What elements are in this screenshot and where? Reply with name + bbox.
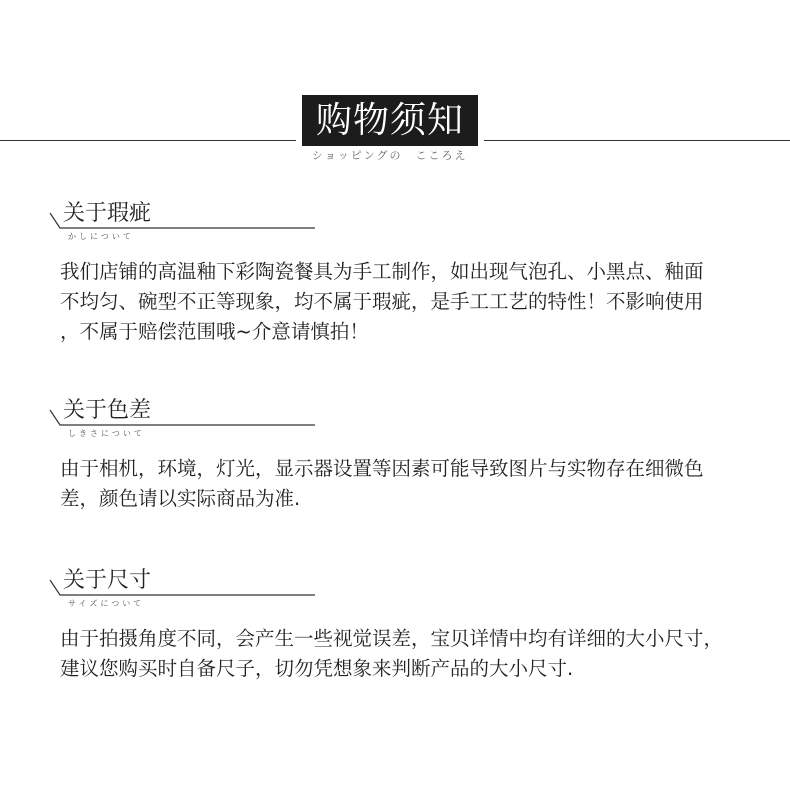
page-subtitle: ショッピングの こころえ	[312, 149, 468, 162]
section-size	[0, 567, 790, 697]
section-body	[60, 454, 704, 514]
section-kana-caption: しきさについて	[68, 429, 145, 438]
section-title: 关于尺寸	[63, 568, 152, 593]
page-title: 购物须知	[302, 95, 478, 146]
body-line: ，不属于赔偿范围哦~介意请慎拍！	[60, 320, 369, 343]
header-divider-right	[484, 140, 790, 141]
body-line: 由于相机，环境，灯光，显示器设置等因素可能导致图片与实物存在细微色	[60, 457, 704, 480]
section-color-difference	[0, 397, 790, 527]
body-line: 我们店铺的高温釉下彩陶瓷餐具为手工制作，如出现气泡孔、小黑点、釉面	[60, 260, 704, 283]
section-kana-caption: かしについて	[68, 232, 134, 241]
section-body	[60, 257, 704, 347]
section-defects	[0, 200, 790, 343]
section-body	[60, 624, 723, 684]
section-title: 关于色差	[63, 398, 152, 423]
section-title: 关于瑕疵	[63, 201, 152, 226]
header-divider-left	[0, 140, 296, 141]
body-line: 由于拍摄角度不同，会产生一些视觉误差，宝贝详情中均有详细的大小尺寸，	[60, 627, 724, 650]
body-line: 差，颜色请以实际商品为准.	[60, 487, 301, 510]
body-line: 建议您购买时自备尺子，切勿凭想象来判断产品的大小尺寸.	[60, 657, 574, 680]
body-line: 不均匀、碗型不正等现象，均不属于瑕疵，是手工工艺的特性！不影响使用	[60, 290, 704, 313]
section-kana-caption: サイズについて	[68, 599, 145, 608]
